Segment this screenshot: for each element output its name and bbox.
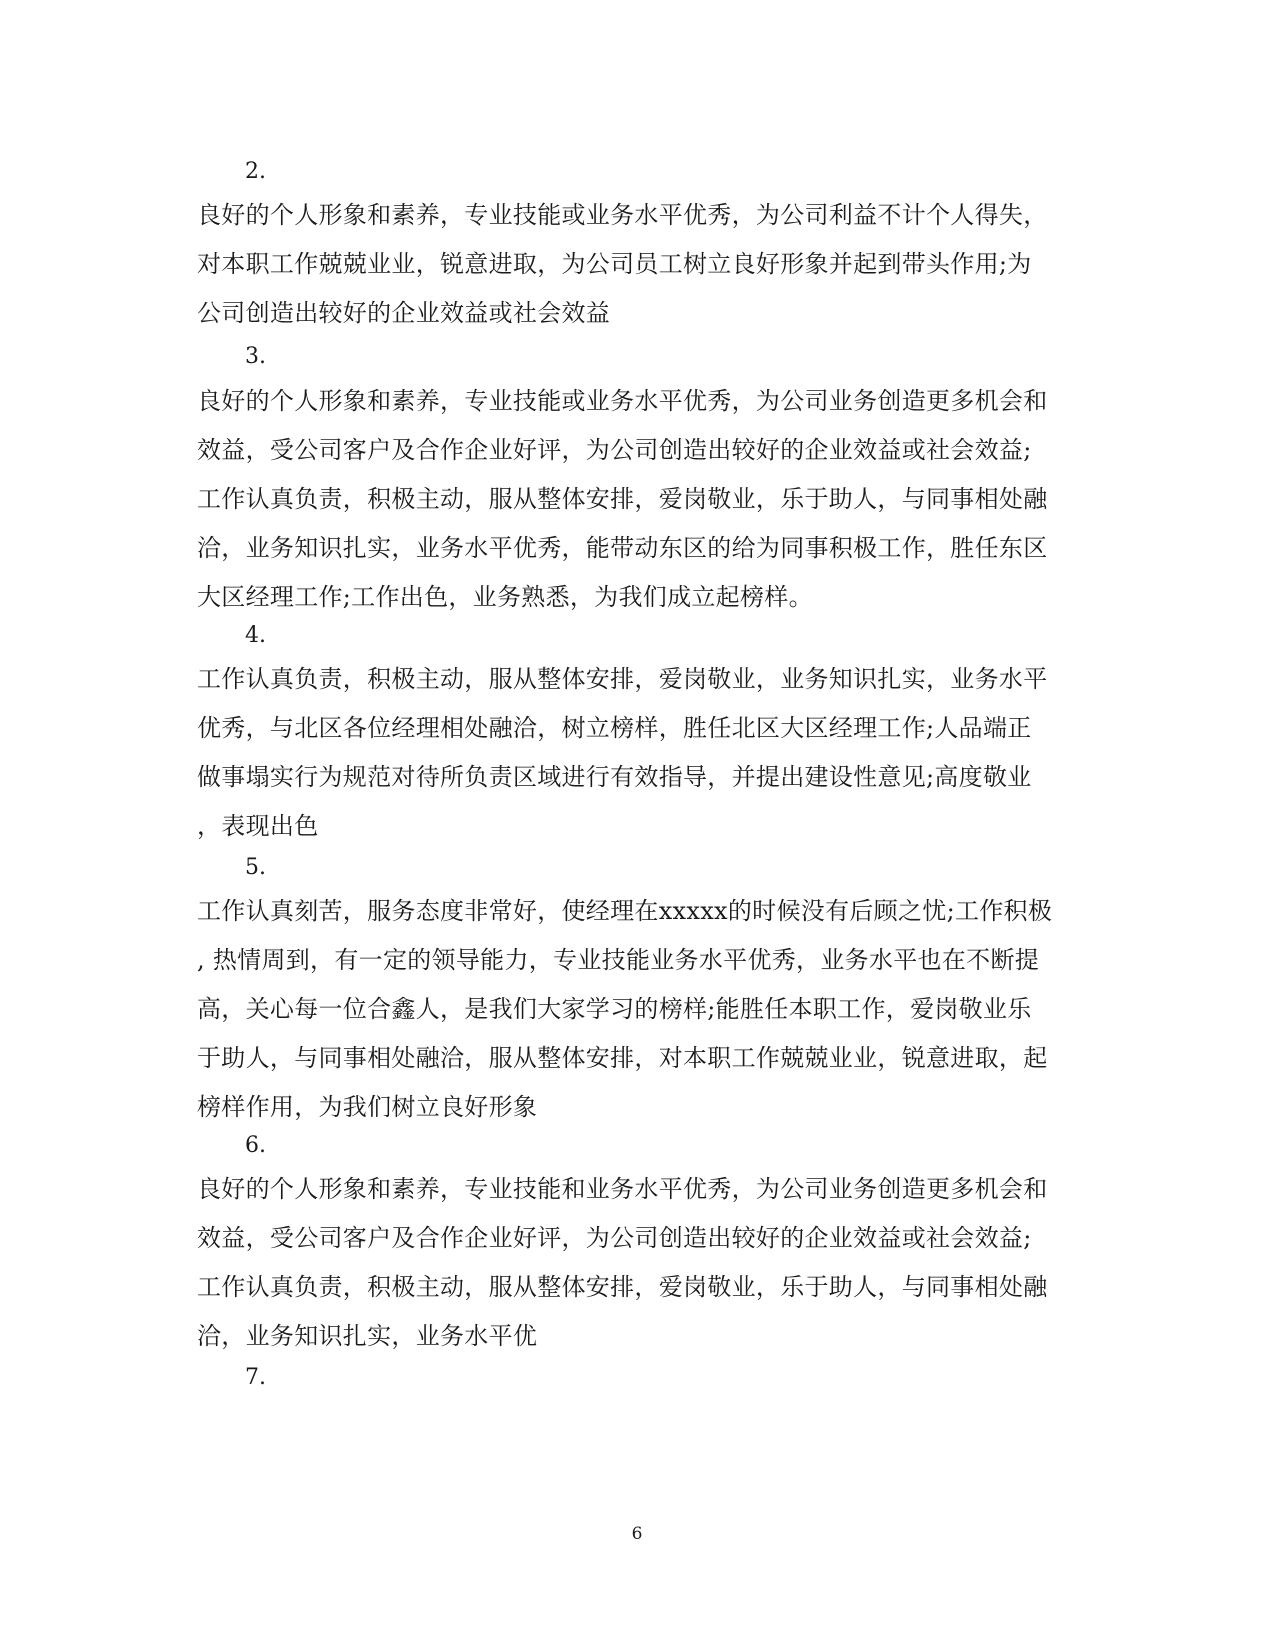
section-number: 5. — [245, 855, 266, 880]
section-paragraph — [197, 887, 1077, 1132]
paragraph-line: 对本职工作兢兢业业，锐意进取，为公司员工树立良好形象并起到带头作用;为 — [197, 250, 1032, 278]
section-paragraph — [197, 191, 1077, 338]
paragraph-line: 大区经理工作;工作出色，业务熟悉，为我们成立起榜样。 — [197, 583, 813, 611]
paragraph-line: 洽，业务知识扎实，业务水平优秀，能带动东区的给为同事积极工作，胜任东区 — [197, 534, 1048, 562]
paragraph-line: 工作认真刻苦，服务态度非常好，使经理在xxxxx的时候没有后顾之忧;工作积极 — [197, 897, 1053, 925]
paragraph-line: 工作认真负责，积极主动，服从整体安排，爱岗敬业，业务知识扎实，业务水平 — [197, 665, 1048, 693]
section-paragraph — [197, 655, 1077, 851]
paragraph-line: 公司创造出较好的企业效益或社会效益 — [197, 299, 611, 327]
paragraph-line: 于助人，与同事相处融洽，服从整体安排，对本职工作兢兢业业，锐意进取，起 — [197, 1044, 1048, 1072]
section-number: 3. — [245, 344, 266, 369]
section-paragraph — [197, 377, 1077, 622]
paragraph-line: 高，关心每一位合鑫人，是我们大家学习的榜样;能胜任本职工作，爱岗敬业乐 — [197, 995, 1032, 1023]
paragraph-line: 效益，受公司客户及合作企业好评，为公司创造出较好的企业效益或社会效益; — [197, 1224, 1032, 1252]
paragraph-line: ，表现出色 — [197, 812, 319, 840]
section-number: 6. — [245, 1133, 266, 1158]
page-number: 6 — [631, 1524, 643, 1544]
paragraph-line: 做事塌实行为规范对待所负责区域进行有效指导，并提出建设性意见;高度敬业 — [197, 763, 1032, 791]
paragraph-line: 优秀，与北区各位经理相处融洽，树立榜样，胜任北区大区经理工作;人品端正 — [197, 714, 1032, 742]
paragraph-line: 效益，受公司客户及合作企业好评，为公司创造出较好的企业效益或社会效益; — [197, 436, 1032, 464]
paragraph-line: 工作认真负责，积极主动，服从整体安排，爱岗敬业，乐于助人，与同事相处融 — [197, 1273, 1048, 1301]
paragraph-line: 工作认真负责，积极主动，服从整体安排，爱岗敬业，乐于助人，与同事相处融 — [197, 485, 1048, 513]
paragraph-line: 榜样作用，为我们树立良好形象 — [197, 1093, 538, 1121]
section-paragraph — [197, 1165, 1077, 1361]
section-number: 4. — [245, 623, 266, 648]
paragraph-line: 洽，业务知识扎实，业务水平优 — [197, 1322, 538, 1350]
paragraph-line: 良好的个人形象和素养，专业技能或业务水平优秀，为公司业务创造更多机会和 — [197, 387, 1048, 415]
section-number: 7. — [245, 1365, 266, 1390]
paragraph-line: 良好的个人形象和素养，专业技能或业务水平优秀，为公司利益不计个人得失， — [197, 201, 1048, 229]
section-number: 2. — [245, 159, 266, 184]
paragraph-line: 良好的个人形象和素养，专业技能和业务水平优秀，为公司业务创造更多机会和 — [197, 1175, 1048, 1203]
paragraph-line: , 热情周到，有一定的领导能力，专业技能业务水平优秀，业务水平也在不断提 — [197, 946, 1040, 974]
